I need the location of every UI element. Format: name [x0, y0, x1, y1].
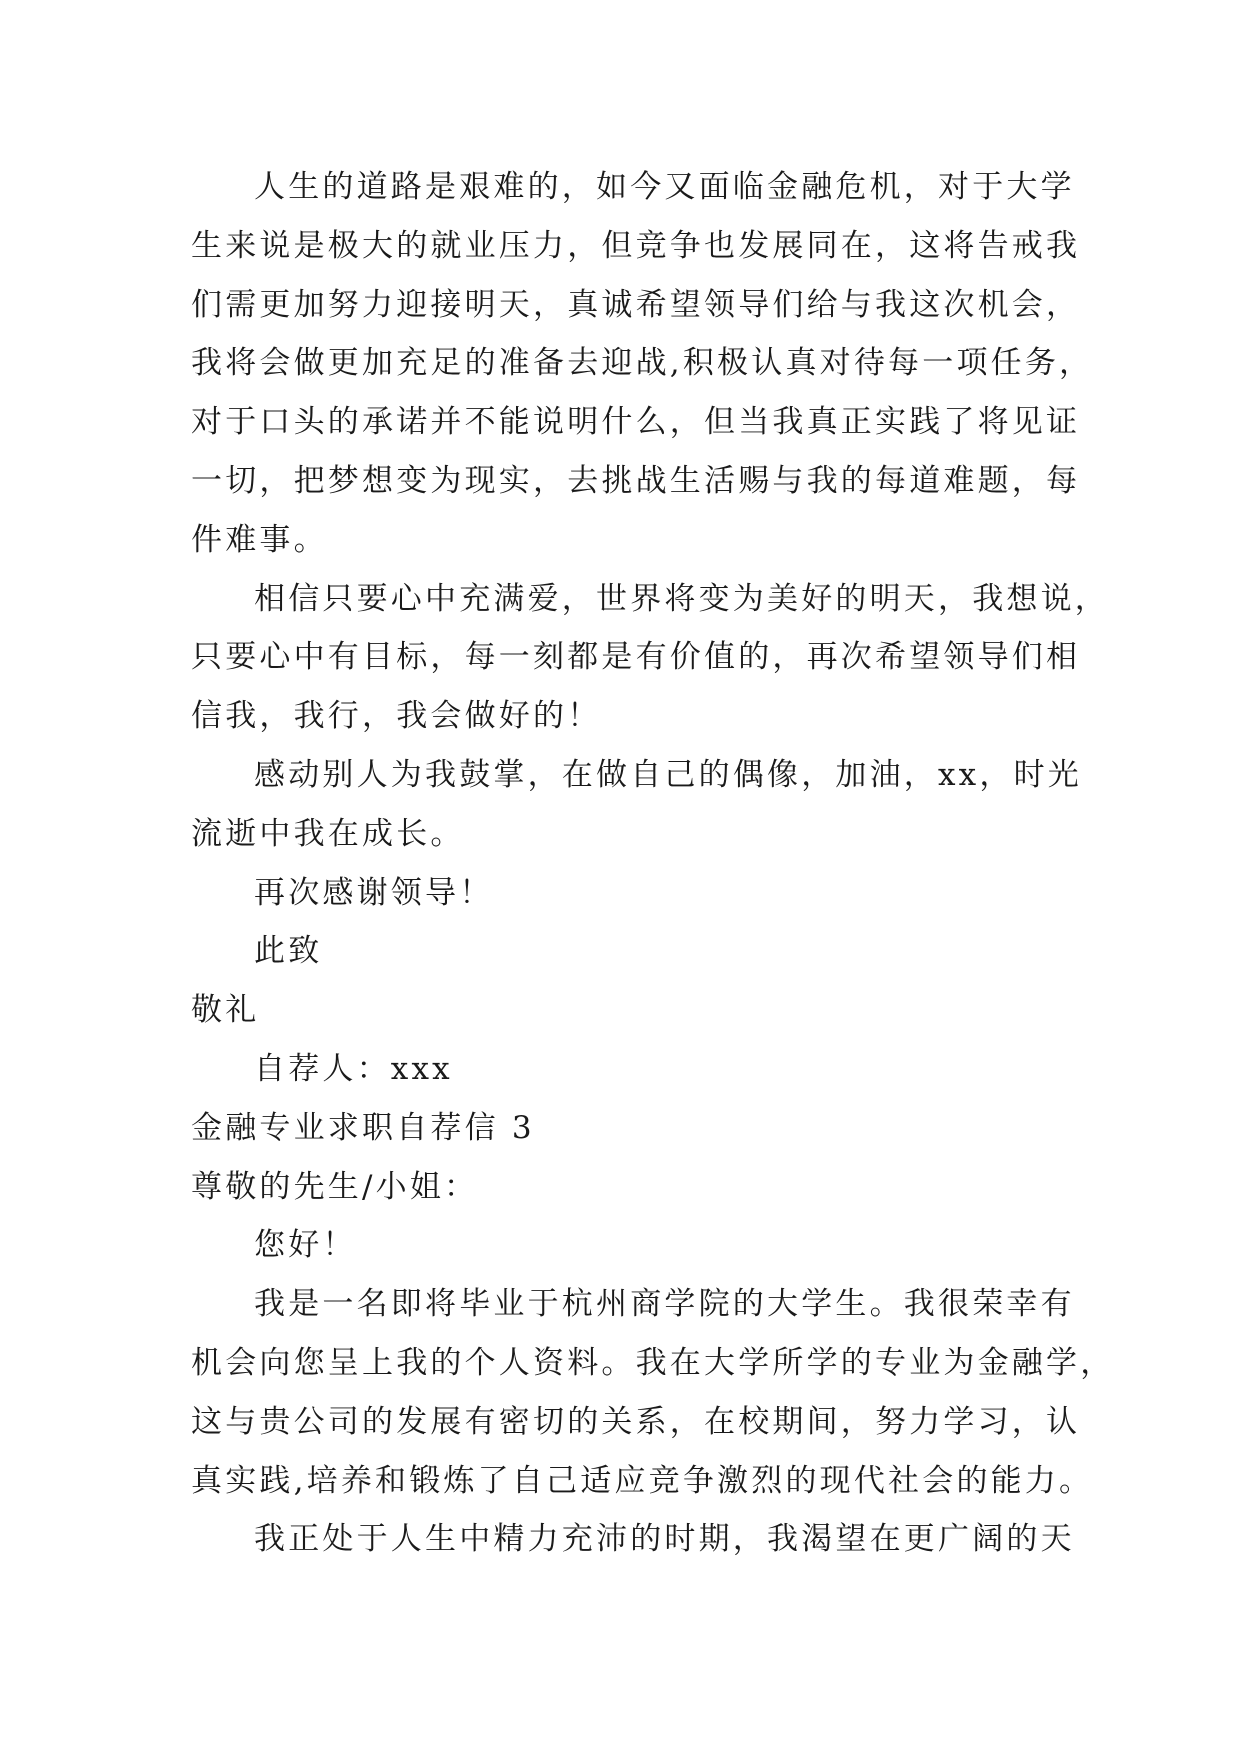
- greeting-hello: 您好！: [254, 1227, 357, 1264]
- closing-regards: 敬礼: [191, 992, 260, 1029]
- closing-thanks: 再次感谢领导！: [254, 874, 494, 911]
- text-line: 我正处于人生中精力充沛的时期，我渴望在更广阔的天: [254, 1521, 1075, 1558]
- text-line: 流逝中我在成长。: [191, 815, 465, 852]
- text-line: 我将会做更加充足的准备去迎战,积极认真对待每一项任务，: [191, 345, 1094, 382]
- text-line: 我是一名即将毕业于杭州商学院的大学生。我很荣幸有: [254, 1286, 1075, 1323]
- letter-greeting: 尊敬的先生/小姐：: [191, 1168, 479, 1205]
- text-line: 信我，我行，我会做好的！: [191, 698, 602, 735]
- text-line: 对于口头的承诺并不能说明什么，但当我真正实践了将见证: [191, 404, 1081, 441]
- closing-salutation: 此致: [254, 933, 323, 970]
- text-line: 一切，把梦想变为现实，去挑战生活赐与我的每道难题，每: [191, 462, 1081, 499]
- text-line: 生来说是极大的就业压力，但竞争也发展同在，这将告戒我: [191, 227, 1081, 264]
- text-line: 感动别人为我鼓掌，在做自己的偶像，加油，xx，时光: [254, 756, 1082, 793]
- text-line: 真实践,培养和锻炼了自己适应竞争激烈的现代社会的能力。: [191, 1462, 1094, 1499]
- text-line: 机会向您呈上我的个人资料。我在大学所学的专业为金融学，: [191, 1344, 1115, 1381]
- letter-body: [191, 158, 1115, 1569]
- text-line: 们需更加努力迎接明天，真诚希望领导们给与我这次机会，: [191, 286, 1081, 323]
- text-line: 相信只要心中充满爱，世界将变为美好的明天，我想说，: [254, 580, 1109, 617]
- text-line: 人生的道路是艰难的，如今又面临金融危机，对于大学: [254, 169, 1075, 205]
- text-line: 这与贵公司的发展有密切的关系，在校期间，努力学习，认: [191, 1403, 1081, 1440]
- signature-line: 自荐人：xxx: [254, 1050, 453, 1087]
- letter-title: 金融专业求职自荐信 3: [191, 1109, 535, 1146]
- text-line: 只要心中有目标，每一刻都是有价值的，再次希望领导们相: [191, 639, 1081, 676]
- text-line: 件难事。: [191, 521, 328, 558]
